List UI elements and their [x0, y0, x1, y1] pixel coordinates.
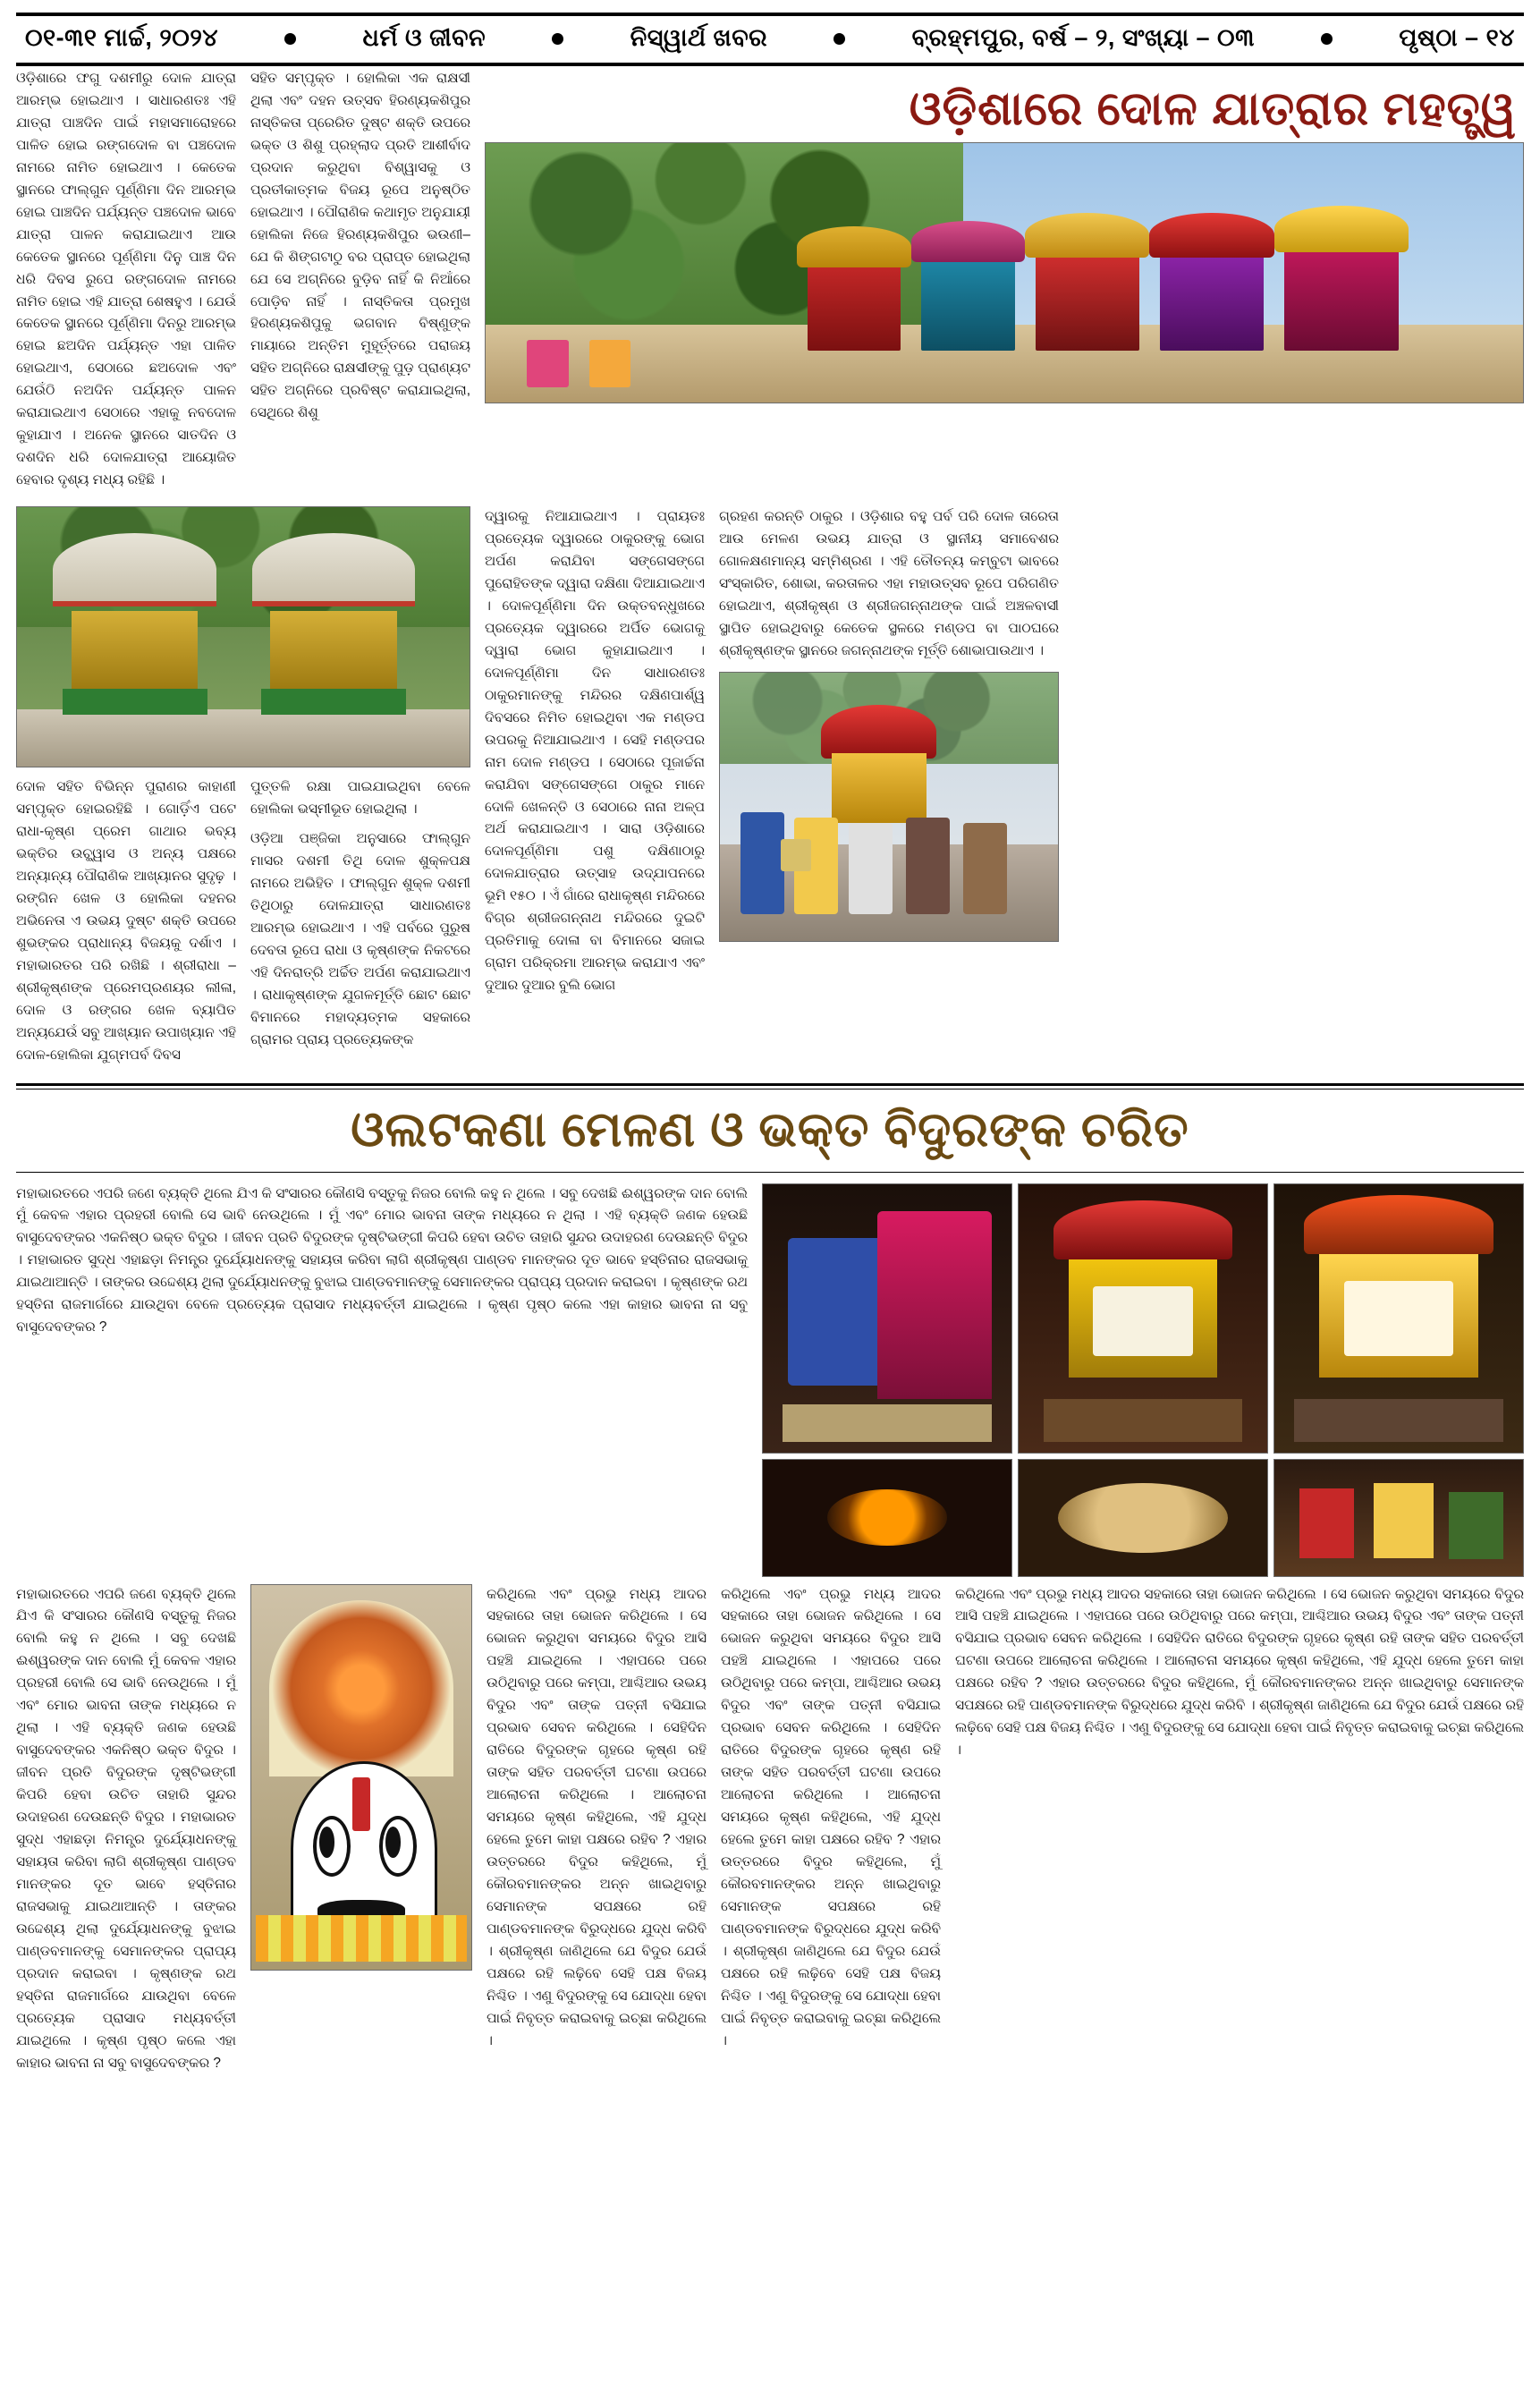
article1-column-6: ପୁତ୍ତଳି ରକ୍ଷା ପାଇଯାଇଥିବା ବେଳେ ହୋଲିକା ଭସ୍ମୀଭୂତ ହୋଇଥିଲା । ଓଡ଼ିଆ ପଞ୍ଜିକା ଅନୁସାରେ ଫାଲ୍‌ଗୁନ ମାସର ଦଶମୀ ତିଥି ଦୋଳ ଶୁକ୍ଳପକ୍ଷ ନାମରେ ଅଭିହିତ । ଫାଲ୍‌ଗୁନ ଶୁକ୍ଳ ଦଶମୀ ତିଥିଠାରୁ ଦୋଳଯାତ୍ରା ସାଧାରଣତଃ ଆରମ୍ଭ ହୋଇଥାଏ । ଏହି ପର୍ବରେ ପୁରୁଷ ଦେବତା ରୂପେ ରାଧା ଓ କୃଷ୍ଣଙ୍କ ନିକଟରେ ଏହି ଦିନରାତ୍ରି ଅର୍ଚ୍ଚିତ ଅର୍ପଣ କରାଯାଇଥାଏ । ରାଧାକୃଷ୍ଣଙ୍କ ଯୁଗଳମୂର୍ତ୍ତି ଛୋଟ ଛୋଟ ବିମାନରେ ମହାଦ୍ୟତ୍ମକ ସହକାରେ ଗ୍ରାମର ପ୍ରାୟ ପ୍ରତ୍ୟେକଙ୍କ: [250, 779, 470, 1047]
article1-right-block: [719, 506, 1059, 1073]
masthead-date: ୦୧-୩୧ ମାର୍ଚ୍ଚ, ୨୦୨୪: [25, 24, 219, 51]
article1-column-2: ସହିତ ସମ୍ପୃକ୍ତ । ହୋଲିକା ଏକ ରାକ୍ଷସୀ ଥିଲା ଏବଂ ଦହନ ଉତ୍ସବ ହିରଣ୍ୟକଶିପୁର ନାସ୍ତିକତା ପ୍ରେରିତ ଦୁଷ୍ଟ ଶକ୍ତି ଉପରେ ଭକ୍ତ ଓ ଶିଶୁ ପ୍ରହ୍ଲାଦ ପ୍ରତି ଆଶୀର୍ବାଦ ପ୍ରଦାନ କରୁଥିବା ବିଶ୍ୱାସକୁ ଓ ପ୍ରତୀକାତ୍ମକ ବିଜୟ ରୂପେ ଅନୁଷ୍ଠିତ ହୋଇଥାଏ । ପୌରାଣିକ କଥାମୃତ ଅନୁଯାୟୀ ହୋଲିକା ନିଜେ ହିରଣ୍ୟକଶିପୁର ଭଉଣୀ– ଯେ କି ଶିଙ୍ଗଟାଠୁ ବର ପ୍ରାପ୍ତ ହୋଇଥିଲା ଯେ ସେ ଅଗ୍ନିରେ ବୁଡ଼ିବ ନାହିଁ କି ନିଆଁରେ ପୋଡ଼ିବ ନାହିଁ । ନାସ୍ତିକତା ପ୍ରମୁଖ ହିରଣ୍ୟକଶିପୁକୁ ଭଗବାନ ବିଷ୍ଣୁଙ୍କ ମାୟାରେ ଅନ୍ତିମ ମୁହୂର୍ତ୍ତରେ ପରାଜୟ ସହିତ ଅଗ୍ନିରେ ରାକ୍ଷସୀଙ୍କୁ ପୁଡ଼ ପ୍ରାଣ୍ୟଟ ସହିତ ଅଗ୍ନିରେ ପ୍ରବିଷ୍ଟ କରାଯାଇଥିଲା, ସେଥିରେ ଶିଶୁ: [250, 71, 470, 421]
masthead-paper-name: ନିସ୍ୱାର୍ଥ ଖବର: [630, 24, 768, 51]
photo-jagannath-idol: [250, 1584, 472, 1971]
bullet-icon: [284, 33, 296, 45]
article2-column-1-cont: ମହାଭାରତରେ ଏପରି ଜଣେ ବ୍ୟକ୍ତି ଥିଲେ ଯିଏ କି ସଂସାରର କୌଣସି ବସ୍ତୁକୁ ନିଜର ବୋଲି କହୁ ନ ଥିଲେ । ସବୁ ଦେଖଛି ଈଶ୍ୱରଙ୍କ ଦାନ ବୋଲି ମୁଁ କେବଳ ଏହାର ପ୍ରହରୀ ବୋଲି ସେ ଭାବି ନେଉଥିଲେ । ମୁଁ ଏବଂ ମୋର ଭାବନା ତାଙ୍କ ମଧ୍ୟରେ ନ ଥିଲା । ଏହି ବ୍ୟକ୍ତି ଜଣକ ହେଉଛି ବାସୁଦେବଙ୍କର ଏକନିଷ୍ଠ ଭକ୍ତ ବିଦୁର । ଜୀବନ ପ୍ରତି ବିଦୁରଙ୍କ ଦୃଷ୍ଟିଭଙ୍ଗୀ କିପରି ହେବା ଉଚିତ ତାହାରି ସୁନ୍ଦର ଉଦାହରଣ ଦେଉଛନ୍ତି ବିଦୁର । ମହାଭାରତ ସୁଦ୍ଧ ଏହାଛଡ଼ା ନିମନ୍ତ୍ର ଦୁର୍ଯ୍ୟୋଧନଙ୍କୁ ସହାୟତା କରିବା ଲାଗି ଶ୍ରୀକୃଷ୍ଣ ପାଣ୍ଡବ ମାନଙ୍କର ଦୂତ ଭାବେ ହସ୍ତିନାର ରାଜସଭାକୁ ଯାଇଥାଆନ୍ତି । ତାଙ୍କର ଉଦ୍ଦେଶ୍ୟ ଥିଲା ଦୁର୍ଯ୍ୟୋଧନଙ୍କୁ ବୁଝାଇ ପାଣ୍ଡବମାନଙ୍କୁ ସେମାନଙ୍କର ପ୍ରାପ୍ୟ ପ୍ରଦାନ କରାଇବା । କୃଷ୍ଣଙ୍କ ରଥ ହସ୍ତିନା ରାଜମାର୍ଗରେ ଯାଉଥିବା ବେଳେ ପ୍ରତ୍ୟେକ ପ୍ରାସାଦ ମଧ୍ୟବର୍ତ୍ତୀ ଯାଇଥିଲେ । କୃଷ୍ଣ ପୃଷ୍ଠ କଲେ ଏହା କାହାର ଭାବନା ନା ସବୁ ବାସୁଦେବଙ୍କର ?: [16, 1586, 236, 2071]
photo-chariots-procession: [485, 142, 1524, 403]
article1-column-3: ଦ୍ୱାରକୁ ନିଆଯାଇଥାଏ । ପ୍ରାୟତଃ ପ୍ରତ୍ୟେକ ଦ୍ୱାରରେ ଠାକୁରଙ୍କୁ ଭୋଗ ଅର୍ପଣ କରାଯିବା ସଙ୍ଗେସଙ୍ଗେ ପୁରୋହିତଙ୍କ ଦ୍ୱାରା ଦକ୍ଷିଣା ଦିଆଯାଇଥାଏ । ଦୋଳପୂର୍ଣ୍ଣିମା ଦିନ ଉକ୍ତବନ୍ଧୁଖରେ ପ୍ରତ୍ୟେକ ଦ୍ୱାରରେ ଅର୍ପିତ ଭୋଗକୁ ଦ୍ୱାରା ଭୋଗ କୁହାଯାଇଥାଏ । ଦୋଳପୂର୍ଣ୍ଣିମା ଦିନ ସାଧାରଣତଃ ଠାକୁରମାନଙ୍କୁ ମନ୍ଦିରର ଦକ୍ଷିଣପାର୍ଶ୍ୱ ଦିବସରେ ନିମିତ ହୋଇଥିବା ଏକ ମଣ୍ଡପ ଉପରକୁ ନିଆଯାଇଥାଏ । ସେହି ମଣ୍ଡପର ନାମ ଦୋଳ ମଣ୍ଡପ । ସେଠାରେ ପୂଜାର୍ଚ୍ଚନା କରାଯିବା ସଙ୍ଗେସଙ୍ଗେ ଠାକୁର ମାନେ ଦୋଳି ଖେଳନ୍ତି ଓ ସେଠାରେ ନାନା ଅଳ୍ପ ଅର୍ଥ କରାଯାଇଥାଏ । ସାରା ଓଡ଼ିଶାରେ ଦୋଳପୂର୍ଣ୍ଣିମା ପଶୁ ଦକ୍ଷିଣାଠାରୁ ଦୋଳଯାତ୍ରାର ଉତ୍ସାହ ଉଦ୍‌ଯାପନରେ ଭୂମି ୧୫୦ । ଏଁ ଗାଁରେ ରାଧାକୃଷ୍ଣ ମନ୍ଦିରରେ ବିଗ୍ର ଶ୍ରୀଜଗନ୍ନାଥ ମନ୍ଦିରରେ ଦୁଇଟି ପ୍ରତିମାକୁ ଦୋଳା ବା ବିମାନରେ ସଜାଇ ଗ୍ରାମ ପରିକ୍ରମା ଆରମ୍ଭ କରାଯାଏ ଏବଂ ଦୁଆର ଦୁଆର ବୁଲି ଭୋଗ: [485, 509, 705, 994]
photo-priest-offering: [762, 1183, 1012, 1454]
section-divider: [16, 1083, 1524, 1086]
newspaper-page: [0, 13, 1540, 2391]
article2-left-text: [16, 1183, 748, 1347]
photo-ritual-lamp: [762, 1459, 1012, 1577]
article1-column-1: ଓଡ଼ିଶାରେ ଫଗୁ ଦଶମୀରୁ ଦୋଳ ଯାତ୍ରା ଆରମ୍ଭ ହୋଇଥାଏ । ସାଧାରଣତଃ ଏହି ଯାତ୍ରା ପାଞ୍ଚଦିନ ପାଇଁ ମହାସମାରୋହରେ ପାଳିତ ହୋଇ ରଙ୍ଗଦୋଳ ବା ପଞ୍ଚଦୋଳ ନାମରେ ନାମିତ ହୋଇଥାଏ । କେତେକ ସ୍ଥାନରେ ଫାଲ୍‌ଗୁନ ପୂର୍ଣ୍ଣିମା ଦିନ ଆରମ୍ଭ ହୋଇ ପାଞ୍ଚଦିନ ପର୍ଯ୍ୟନ୍ତ ପଞ୍ଚଦୋଳ ଭାବେ ଯାତ୍ରା ପାଳନ କରାଯାଇଥାଏ ଆଉ କେତେକ ସ୍ଥାନରେ ପୂର୍ଣ୍ଣିମା ଦିନୁ ପାଞ୍ଚ ଦିନ ଧରି ଦିବସ ରୁପେ ରଙ୍ଗଦୋଳ ନାମରେ ନାମିତ ହୋଇ ଏହି ଯାତ୍ରା ଶେଷହୁଏ । ଯେଉଁ କେତେକ ସ୍ଥାନରେ ପୂର୍ଣ୍ଣିମା ଦିନରୁ ଆରମ୍ଭ ହୋଇ ଛଅଦିନ ପର୍ଯ୍ୟନ୍ତ ଏହା ପାଳିତ ହୋଇଥାଏ, ସେଠାରେ ଛଅଦୋଳ ଏବଂ ଯେଉଁଠି ନଅଦିନ ପର୍ଯ୍ୟନ୍ତ ପାଳନ କରାଯାଇଥାଏ ସେଠାରେ ଏହାକୁ ନବଦୋଳ କୁହାଯାଏ । ଅନେକ ସ୍ଥାନରେ ସାତଦିନ ଓ ଦଶଦିନ ଧରି ଦୋଳଯାତ୍ରା ଆୟୋଜିତ ହେବାର ଦୃଶ୍ୟ ମଧ୍ୟ ରହିଛି ।: [16, 71, 236, 488]
photo-grid-bottom: [762, 1459, 1524, 1577]
article1-second-row: [16, 506, 1524, 1073]
photo-devotees-night: [1273, 1459, 1524, 1577]
article1-headline: ଓଡ଼ିଶାରେ ଦୋଳ ଯାତ୍ରାର ମହତ୍ତ୍ୱ: [909, 83, 1517, 135]
article1-column-5: ଦୋଳ ସହିତ ବିଭିନ୍ନ ପୁରାଣର କାହାଣୀ ସମ୍ପୃକ୍ତ ହୋଇରହିଛି । ଗୋଡ଼ିଁଏ ପଟେ ରାଧା-କୃଷ୍ଣ ପ୍ରେମ ଗାଥାର ଭବ୍ୟ ଭକ୍ତିର ଉଚ୍ଛ୍ୱାସ ଓ ଅନ୍ୟ ପକ୍ଷରେ ଅନ୍ୟାନ୍ୟ ପୌରାଣିକ ଆଖ୍ୟାନର ସୁଦୃଢ଼ । ରଙ୍ଗିନ ଖେଳ ଓ ହୋଲିକା ଦହନର ଅଭିନେତା ଏ ଉଭୟ ଦୁଷ୍ଟ ଶକ୍ତି ଉପରେ ଶୁଭଙ୍କର ପ୍ରାଧାନ୍ୟ ବିଜୟକୁ ଦର୍ଶାଏ । ମହାଭାରତର ପରି ରଖିଛି । ଶ୍ରୀରାଧା – ଶ୍ରୀକୃଷ୍ଣଙ୍କ ପ୍ରେମପ୍ରଣୟର ଲୀଳା, ଦୋଳ ଓ ରଙ୍ଗର ଖେଳ ବ୍ୟାପିତ ଅନ୍ୟଯେଉଁ ସବୁ ଆଖ୍ୟାନ ଉପାଖ୍ୟାନ ଏହି ଦୋଳ-ହୋଲିକା ଯୁଗ୍ମପର୍ବ ଦିବସ: [16, 779, 236, 1063]
article2-column-1: ମହାଭାରତରେ ଏପରି ଜଣେ ବ୍ୟକ୍ତି ଥିଲେ ଯିଏ କି ସଂସାରର କୌଣସି ବସ୍ତୁକୁ ନିଜର ବୋଲି କହୁ ନ ଥିଲେ । ସବୁ ଦେଖଛି ଈଶ୍ୱରଙ୍କ ଦାନ ବୋଲି ମୁଁ କେବଳ ଏହାର ପ୍ରହରୀ ବୋଲି ସେ ଭାବି ନେଉଥିଲେ । ମୁଁ ଏବଂ ମୋର ଭାବନା ତାଙ୍କ ମଧ୍ୟରେ ନ ଥିଲା । ଏହି ବ୍ୟକ୍ତି ଜଣକ ହେଉଛି ବାସୁଦେବଙ୍କର ଏକନିଷ୍ଠ ଭକ୍ତ ବିଦୁର । ଜୀବନ ପ୍ରତି ବିଦୁରଙ୍କ ଦୃଷ୍ଟିଭଙ୍ଗୀ କିପରି ହେବା ଉଚିତ ତାହାରି ସୁନ୍ଦର ଉଦାହରଣ ଦେଉଛନ୍ତି ବିଦୁର । ମହାଭାରତ ସୁଦ୍ଧ ଏହାଛଡ଼ା ନିମନ୍ତ୍ର ଦୁର୍ଯ୍ୟୋଧନଙ୍କୁ ସହାୟତା କରିବା ଲାଗି ଶ୍ରୀକୃଷ୍ଣ ପାଣ୍ଡବ ମାନଙ୍କର ଦୂତ ଭାବେ ହସ୍ତିନାର ରାଜସଭାକୁ ଯାଇଥାଆନ୍ତି । ତାଙ୍କର ଉଦ୍ଦେଶ୍ୟ ଥିଲା ଦୁର୍ଯ୍ୟୋଧନଙ୍କୁ ବୁଝାଇ ପାଣ୍ଡବମାନଙ୍କୁ ସେମାନଙ୍କର ପ୍ରାପ୍ୟ ପ୍ରଦାନ କରାଇବା । କୃଷ୍ଣଙ୍କ ରଥ ହସ୍ତିନା ରାଜମାର୍ଗରେ ଯାଉଥିବା ବେଳେ ପ୍ରତ୍ୟେକ ପ୍ରାସାଦ ମଧ୍ୟବର୍ତ୍ତୀ ଯାଇଥିଲେ । କୃଷ୍ଣ ପୃଷ୍ଠ କଲେ ଏହା କାହାର ଭାବନା ନା ସବୁ ବାସୁଦେବଙ୍କର ?: [16, 1185, 748, 1335]
masthead-page-number: ପୃଷ୍ଠା – ୧୪: [1399, 24, 1515, 51]
article2-column-3: କରିଥିଲେ ଏବଂ ପ୍ରଭୁ ମଧ୍ୟ ଆଦର ସହକାରେ ତାହା ଭୋଜନ କରିଥିଲେ । ସେ ଭୋଜନ କରୁଥିବା ସମୟରେ ବିଦୁର ଆସି ପହଞ୍ଚି ଯାଇଥିଲେ । ଏହାପରେ ପରେ ଉଠିଥିବାରୁ ପରେ କମ୍ପା, ଆଶ୍ଚିଆର ଉଭୟ ବିଦୁର ଏବଂ ତାଙ୍କ ପତ୍ନୀ ବସିଯାଇ ପ୍ରଭାବ ସେବନ କରିଥିଲେ । ସେହିଦିନ ରାତିରେ ବିଦୁରଙ୍କ ଗୃହରେ କୃଷ୍ଣ ରହି ତାଙ୍କ ସହିତ ପରବର୍ତ୍ତୀ ଘଟଣା ଉପରେ ଆଲୋଚନା କରିଥିଲେ । ଆଲୋଚନା ସମୟରେ କୃଷ୍ଣ କହିଥିଲେ, ଏହି ଯୁଦ୍ଧ ହେଲେ ତୁମେ କାହା ପକ୍ଷରେ ରହିବ ? ଏହାର ଉତ୍ତରରେ ବିଦୁର କହିଥିଲେ, ମୁଁ କୌରବମାନଙ୍କର ଅନ୍ନ ଖାଇଥିବାରୁ ସେମାନଙ୍କ ସପକ୍ଷରେ ରହି ପାଣ୍ଡବମାନଙ୍କ ବିରୁଦ୍ଧରେ ଯୁଦ୍ଧ କରିବି । ଶ୍ରୀକୃଷ୍ଣ ଜାଣିଥିଲେ ଯେ ବିଦୁର ଯେଉଁ ପକ୍ଷରେ ରହି ଲଢ଼ିବେ ସେହି ପକ୍ଷ ବିଜୟ ନିଶ୍ଚିତ । ଏଣୁ ବିଦୁରଙ୍କୁ ସେ ଯୋଦ୍ଧା ହେବା ପାଇଁ ନିବୃତ୍ତ କରାଇବାକୁ ଇଚ୍ଛା କରିଥିଲେ ।: [721, 1586, 941, 2048]
photo-offering-plate: [1018, 1459, 1268, 1577]
photo-decorated-vimana-2: [1273, 1183, 1524, 1454]
masthead-edition: ବ୍ରହ୍ମପୁର, ବର୍ଷ – ୨, ସଂଖ୍ୟା – ୦୩: [911, 24, 1255, 51]
article2-photo-column: [762, 1183, 1524, 1577]
article2-headline: ଓଲଟକଣା ମେଳଣ ଓ ଭକ୍ତ ବିଦୁରଙ୍କ ଚରିତ: [351, 1102, 1189, 1157]
bullet-icon: [552, 33, 563, 45]
photo-village-procession: [719, 672, 1059, 942]
masthead-section: ଧର୍ମ ଓ ଜୀବନ: [362, 24, 487, 51]
bullet-icon: [1321, 33, 1333, 45]
article1-headline-and-photo: [485, 68, 1524, 403]
masthead: [16, 13, 1524, 66]
photo-twin-palanquins: [16, 506, 470, 767]
article2-bottom-row: [16, 1584, 1524, 2082]
article2-column-2: କରିଥିଲେ ଏବଂ ପ୍ରଭୁ ମଧ୍ୟ ଆଦର ସହକାରେ ତାହା ଭୋଜନ କରିଥିଲେ । ସେ ଭୋଜନ କରୁଥିବା ସମୟରେ ବିଦୁର ଆସି ପହଞ୍ଚି ଯାଇଥିଲେ । ଏହାପରେ ପରେ ଉଠିଥିବାରୁ ପରେ କମ୍ପା, ଆଶ୍ଚିଆର ଉଭୟ ବିଦୁର ଏବଂ ତାଙ୍କ ପତ୍ନୀ ବସିଯାଇ ପ୍ରଭାବ ସେବନ କରିଥିଲେ । ସେହିଦିନ ରାତିରେ ବିଦୁରଙ୍କ ଗୃହରେ କୃଷ୍ଣ ରହି ତାଙ୍କ ସହିତ ପରବର୍ତ୍ତୀ ଘଟଣା ଉପରେ ଆଲୋଚନା କରିଥିଲେ । ଆଲୋଚନା ସମୟରେ କୃଷ୍ଣ କହିଥିଲେ, ଏହି ଯୁଦ୍ଧ ହେଲେ ତୁମେ କାହା ପକ୍ଷରେ ରହିବ ? ଏହାର ଉତ୍ତରରେ ବିଦୁର କହିଥିଲେ, ମୁଁ କୌରବମାନଙ୍କର ଅନ୍ନ ଖାଇଥିବାରୁ ସେମାନଙ୍କ ସପକ୍ଷରେ ରହି ପାଣ୍ଡବମାନଙ୍କ ବିରୁଦ୍ଧରେ ଯୁଦ୍ଧ କରିବି । ଶ୍ରୀକୃଷ୍ଣ ଜାଣିଥିଲେ ଯେ ବିଦୁର ଯେଉଁ ପକ୍ଷରେ ରହି ଲଢ଼ିବେ ସେହି ପକ୍ଷ ବିଜୟ ନିଶ୍ଚିତ । ଏଣୁ ବିଦୁରଙ୍କୁ ସେ ଯୋଦ୍ଧା ହେବା ପାଇଁ ନିବୃତ୍ତ କରାଇବାକୁ ଇଚ୍ଛା କରିଥିଲେ ।: [487, 1586, 707, 2048]
article2-column-4: କରିଥିଲେ ଏବଂ ପ୍ରଭୁ ମଧ୍ୟ ଆଦର ସହକାରେ ତାହା ଭୋଜନ କରିଥିଲେ । ସେ ଭୋଜନ କରୁଥିବା ସମୟରେ ବିଦୁର ଆସି ପହଞ୍ଚି ଯାଇଥିଲେ । ଏହାପରେ ପରେ ଉଠିଥିବାରୁ ପରେ କମ୍ପା, ଆଶ୍ଚିଆର ଉଭୟ ବିଦୁର ଏବଂ ତାଙ୍କ ପତ୍ନୀ ବସିଯାଇ ପ୍ରଭାବ ସେବନ କରିଥିଲେ । ସେହିଦିନ ରାତିରେ ବିଦୁରଙ୍କ ଗୃହରେ କୃଷ୍ଣ ରହି ତାଙ୍କ ସହିତ ପରବର୍ତ୍ତୀ ଘଟଣା ଉପରେ ଆଲୋଚନା କରିଥିଲେ । ଆଲୋଚନା ସମୟରେ କୃଷ୍ଣ କହିଥିଲେ, ଏହି ଯୁଦ୍ଧ ହେଲେ ତୁମେ କାହା ପକ୍ଷରେ ରହିବ ? ଏହାର ଉତ୍ତରରେ ବିଦୁର କହିଥିଲେ, ମୁଁ କୌରବମାନଙ୍କର ଅନ୍ନ ଖାଇଥିବାରୁ ସେମାନଙ୍କ ସପକ୍ଷରେ ରହି ପାଣ୍ଡବମାନଙ୍କ ବିରୁଦ୍ଧରେ ଯୁଦ୍ଧ କରିବି । ଶ୍ରୀକୃଷ୍ଣ ଜାଣିଥିଲେ ଯେ ବିଦୁର ଯେଉଁ ପକ୍ଷରେ ରହି ଲଢ଼ିବେ ସେହି ପକ୍ଷ ବିଜୟ ନିଶ୍ଚିତ । ଏଣୁ ବିଦୁରଙ୍କୁ ସେ ଯୋଦ୍ଧା ହେବା ପାଇଁ ନିବୃତ୍ତ କରାଇବାକୁ ଇଚ୍ଛା କରିଥିଲେ ।: [955, 1586, 1524, 1759]
article2-idol-photo-block: [250, 1584, 472, 1971]
article1-left-photo-block: [16, 506, 470, 1073]
photo-grid-top: [762, 1183, 1524, 1454]
article-olatakana-melana: [16, 1090, 1524, 2082]
article1-column-4: ଗ୍ରହଣ କରନ୍ତି ଠାକୁର । ଓଡ଼ିଶାର ବହୁ ପର୍ବ ପରି ଦୋଳ ତାରେତା ଆଉ ମେଳଣ ଉଭୟ ଯାତ୍ରା ଓ ସ୍ଥାନୀୟ ସମାବେଶର ଗୋଳକ୍ଷଣମାନ୍ୟ ସମ୍ମିଶ୍ରଣ । ଏହି ତୌତନ୍ୟ କମ୍ବୁଟା ଭାବରେ ସଂସ୍କାରିତ, ଶୋଭା, କରତାଳର ଏହା ମହାଉତ୍ସବ ରୂପେ ପରିଗଣିତ ହୋଇଥାଏ, ଶ୍ରୀକୃଷ୍ଣ ଓ ଶ୍ରୀଜଗନ୍ନାଥଙ୍କ ପାଇଁ ଅଞ୍ଚଳବାସୀ ସ୍ଥାପିତ ହୋଇଥିବାରୁ କେତେକ ସ୍ଥଳରେ ମଣ୍ଡପ ବା ପାଠଘରେ ଶ୍ରୀକୃଷ୍ଣଙ୍କ ସ୍ଥାନରେ ଜଗନ୍ନାଥଙ୍କ ମୂର୍ତ୍ତି ଶୋଭାପାଉଥାଏ ।: [719, 509, 1059, 658]
article1-top-row: [16, 68, 1524, 499]
photo-decorated-vimana-1: [1018, 1183, 1268, 1454]
article2-top-row: [16, 1183, 1524, 1577]
headline2-underline: [16, 1172, 1524, 1173]
article-dola-jatra: [16, 68, 1524, 1074]
bullet-icon: [833, 33, 845, 45]
